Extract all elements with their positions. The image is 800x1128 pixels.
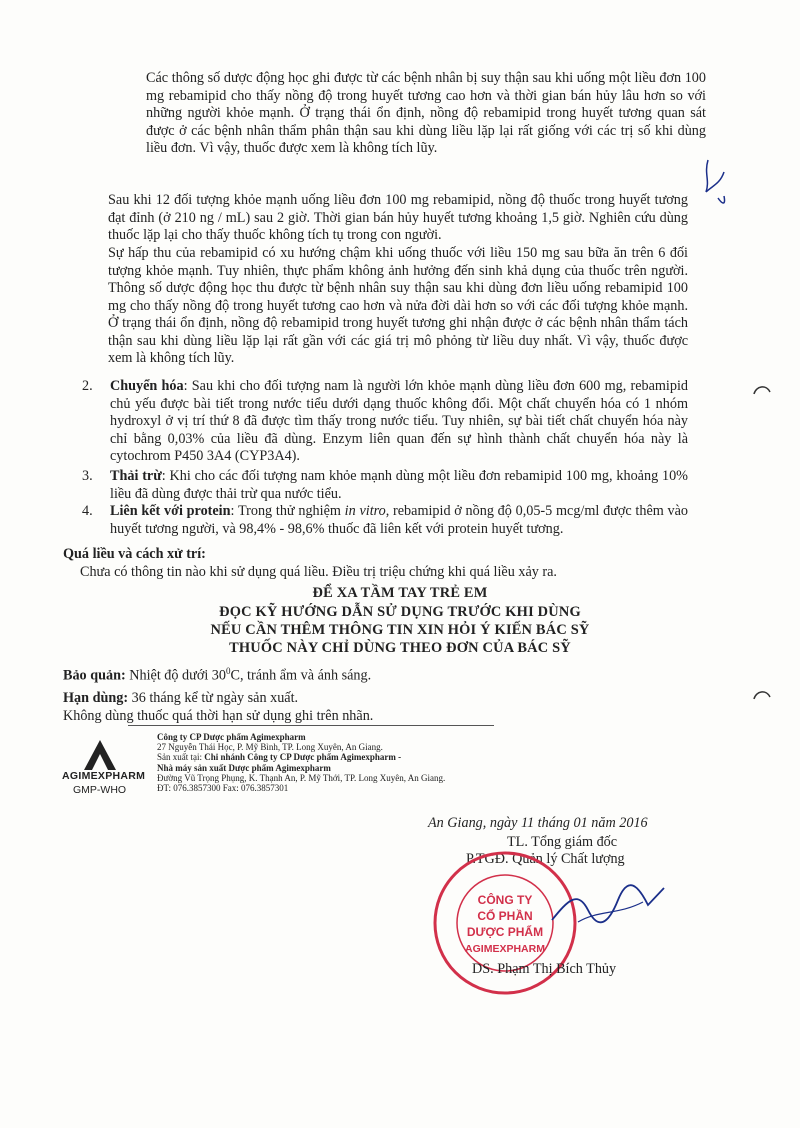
- item-body-italic: in vitro: [344, 503, 386, 519]
- item-body: : Sau khi cho đối tượng nam là người lớn khỏe mạnh dùng liều đơn 600 mg, rebamipid chủ yếu được bài tiết trong nước tiểu dưới dạng thuốc không đổi. Một chất chuyển hóa có 1 nhóm hydroxyl ở vị trí thứ 8 đã được tìm thấy trong nước tiểu. Tuy nhiên, sự bài tiết chất chuyển hóa này chỉ bằng 0,03% của liều đã dùng. Enzym liên quan đến sự hình thành chất chuyển hóa này là cytochrom P450 3A4 (CYP3A4).: [110, 378, 688, 464]
- company-logo-icon: [82, 738, 118, 774]
- expiry-label: Hạn dùng:: [63, 690, 129, 706]
- company-name: Công ty CP Dược phẩm Agimexpharm: [157, 732, 306, 742]
- hole-punch-mark-icon: [752, 382, 772, 398]
- pk-paragraph-renal: Các thông số dược động học ghi được từ các bệnh nhân bị suy thận sau khi uống một liều đơn 100 mg rebamipid cho thấy nồng độ trong huyết tương cao hơn và thời gian bán hủy lâu hơn so với những người khỏe mạnh. Ở trạng thái ổn định, nồng độ rebamipid trong huyết tương quan sát được ở các bệnh nhân thẩm phân thận sau khi dùng liều lặp lại rất giống với các trị số khi dùng liều đơn. Vì vậy, thuốc được xem là không tích lũy.: [146, 70, 706, 156]
- item-title: Chuyển hóa: [110, 378, 184, 394]
- item-title: Thải trừ: [110, 468, 162, 484]
- storage-text-end: C, tránh ẩm và ánh sáng.: [230, 667, 372, 684]
- item-text: [110, 468, 688, 503]
- storage-degree: 0: [226, 666, 231, 676]
- expiry-line: [63, 690, 298, 707]
- produced-label: Sản xuất tại:: [157, 752, 205, 763]
- manufacturer-info: [157, 732, 487, 793]
- warning-line: ĐỂ XA TẦM TAY TRẺ EM: [312, 585, 488, 601]
- storage-label: Bảo quản:: [63, 667, 126, 684]
- overdose-text: Chưa có thông tin nào khi sử dụng quá liều. Điều trị triệu chứng khi quá liều xảy ra.: [80, 564, 557, 580]
- branch-name: Chi nhánh Công ty CP Dược phẩm Agimexpharm -: [204, 752, 402, 763]
- item-title: Liên kết với protein: [110, 503, 231, 519]
- factory-address: Đường Vũ Trọng Phụng, K. Thạnh An, P. Mỹ Thới, TP. Long Xuyên, An Giang.: [157, 772, 446, 783]
- factory-name: Nhà máy sản xuất Dược phẩm Agimexpharm: [157, 762, 331, 773]
- initial-mark-icon: [702, 158, 728, 210]
- warning-line: ĐỌC KỸ HƯỚNG DẪN SỬ DỤNG TRƯỚC KHI DÙNG: [219, 604, 581, 620]
- company-phone: ĐT: 076.3857300 Fax: 076.3857301: [157, 783, 289, 794]
- expiry-note: Không dùng thuốc quá thời hạn sử dụng ghi trên nhãn.: [63, 708, 374, 724]
- warning-line: NẾU CẦN THÊM THÔNG TIN XIN HỎI Ý KIẾN BÁC SỸ: [210, 622, 590, 638]
- overdose-heading: Quá liều và cách xử trí:: [63, 546, 206, 562]
- warning-line: THUỐC NÀY CHỈ DÙNG THEO ĐƠN CỦA BÁC SỸ: [229, 640, 571, 656]
- signature-on-behalf: TL. Tổng giám đốc: [507, 834, 618, 850]
- storage-line: [63, 666, 371, 685]
- pk-paragraph-healthy: Sau khi 12 đối tượng khỏe mạnh uống liều đơn 100 mg rebamipid, nồng độ thuốc trong huyết tương đạt đỉnh (ở 210 ng / mL) sau 2 giờ. Thời gian bán hủy huyết tương khoảng 1,5 giờ. Nghiên cứu dùng thuốc lặp lại cho thấy thuốc không tích tụ trong con người.: [108, 192, 688, 243]
- item-body: : Khi cho các đối tượng nam khỏe mạnh dùng một liều đơn rebamipid 100 mg, khoảng 10% liều đã dùng được thải trừ qua nước tiểu.: [110, 468, 688, 502]
- svg-text:CÔNG TY: CÔNG TY: [477, 893, 533, 907]
- storage-text: Nhiệt độ dưới 30: [125, 667, 226, 684]
- svg-text:AGIMEXPHARM: AGIMEXPHARM: [465, 943, 545, 955]
- divider: [128, 725, 494, 726]
- company-address: 27 Nguyễn Thái Học, P. Mỹ Bình, TP. Long Xuyên, An Giang.: [157, 742, 383, 753]
- branch-line: [157, 752, 487, 762]
- item-body-b: , rebamipid ở nồng độ 0,05-5 mcg/ml được thêm vào huyết tương người, và 98,4% - 98,6% thuốc đã liên kết với protein huyết tương.: [110, 503, 689, 537]
- svg-text:CỔ PHẦN: CỔ PHẦN: [477, 909, 533, 923]
- item-number: 2.: [82, 378, 93, 394]
- item-number: 4.: [82, 503, 93, 519]
- expiry-text: 36 tháng kể từ ngày sản xuất.: [128, 690, 299, 706]
- logo-gmp: GMP-WHO: [73, 784, 127, 796]
- handwritten-signature-icon: [548, 880, 668, 930]
- item-text: [110, 503, 688, 538]
- hole-punch-mark-icon: [752, 687, 772, 703]
- item-body-a: : Trong thử nghiệm: [230, 503, 345, 519]
- item-text: [110, 378, 688, 466]
- signature-role: P.TGĐ. Quản lý Chất lượng: [466, 851, 625, 867]
- item-number: 3.: [82, 468, 93, 484]
- signatory-name: DS. Phạm Thị Bích Thủy: [472, 961, 617, 977]
- svg-text:DƯỢC PHẨM: DƯỢC PHẨM: [466, 925, 544, 939]
- logo-name: AGIMEXPHARM: [62, 770, 146, 782]
- pk-paragraph-absorption: Sự hấp thu của rebamipid có xu hướng chậm khi uống thuốc với liều 150 mg sau bữa ăn trên 6 đối tượng khỏe mạnh. Tuy nhiên, thực phẩm không ảnh hưởng đến sinh khả dụng của thuốc trên người. Thông số dược động học thu được từ bệnh nhân suy thận sau khi dùng đơn liều uống rebamipid 100 mg cho thấy nồng độ trong huyết tương cao hơn và nửa đời dài hơn so với các đối tượng khỏe mạnh. Ở trạng thái ổn định, nồng độ rebamipid trong huyết tương ghi nhận được ở các bệnh nhân thẩm tách thận sau khi dùng liều lặp lại rất gần với các giá trị mô phỏng từ liều duy nhất. Vì vậy, thuốc được xem là không tích lũy.: [108, 245, 688, 366]
- signature-date: An Giang, ngày 11 tháng 01 năm 2016: [428, 815, 648, 831]
